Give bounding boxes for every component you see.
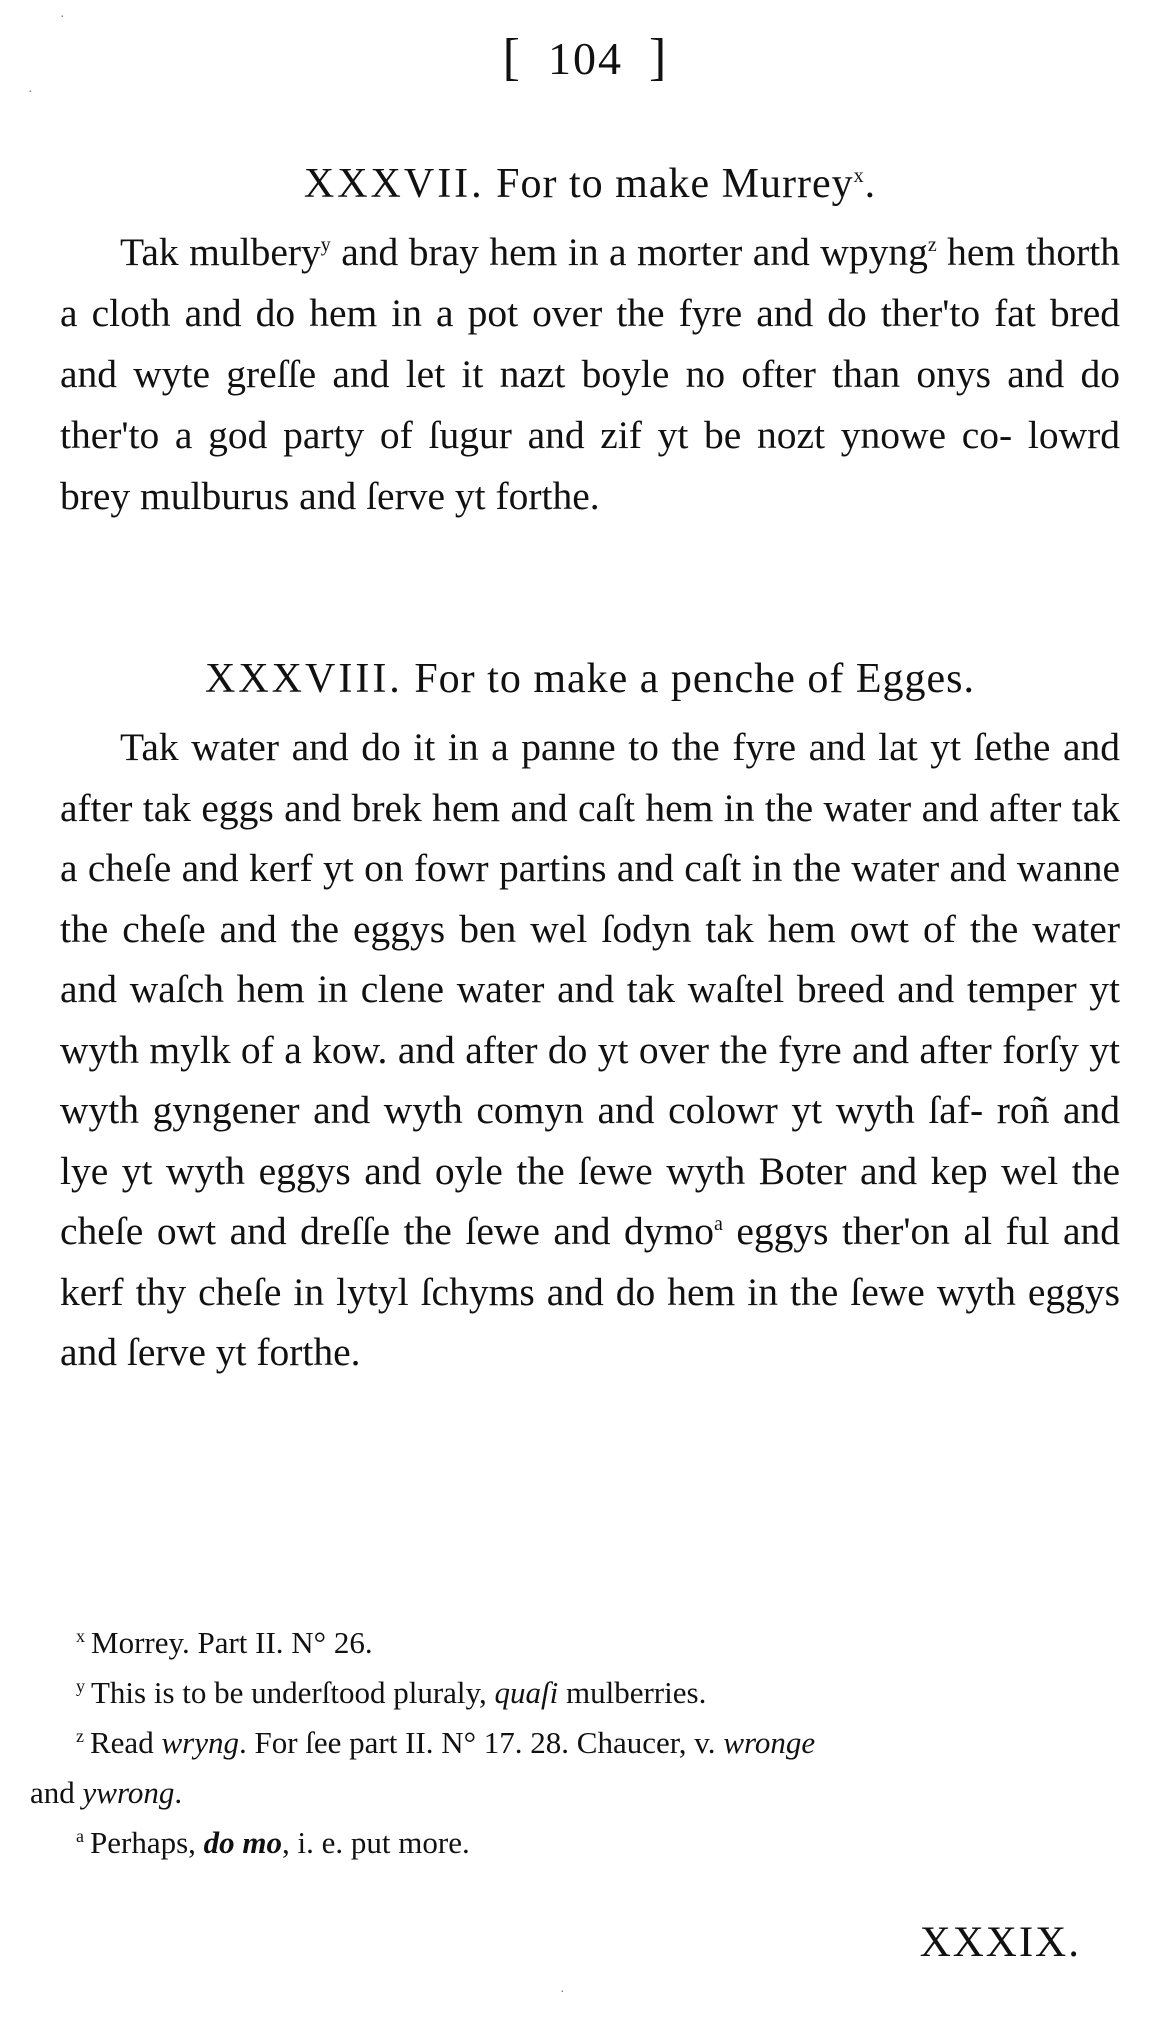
text-line: Tak mulbery: [120, 230, 321, 274]
catchword: XXXIX.: [919, 1919, 1081, 1966]
text-line: eggys and ſerve yt forthe.: [60, 1269, 1121, 1374]
footnote-a: [30, 1818, 1120, 1868]
text-line: hem thorth a cloth and do hem in a pot over: [60, 230, 1121, 335]
text-line: god party of ſugur and zif yt be nozt ynowe co-: [208, 413, 1013, 457]
text-line: Boter and kep wel the cheſe owt and dreſſe the: [60, 1148, 1120, 1253]
text-line: eggys ther'on al ful and kerf thy: [60, 1209, 1120, 1314]
text-line: waſtel breed and temper yt wyth mylk of a kow.: [60, 967, 1121, 1072]
text-line: ſewe and dymo: [465, 1209, 714, 1253]
bracket-open: [: [502, 29, 522, 86]
footnote-italic: quaſi: [494, 1675, 559, 1710]
text-line: lowrd brey mulburus and ſerve yt forthe.: [60, 413, 1120, 518]
footnote-italic: ywrong: [82, 1775, 175, 1810]
recipe-murrey: [60, 160, 1120, 527]
page-number: 104: [548, 33, 623, 84]
recipe-title: [60, 655, 1120, 703]
page-number-header: [0, 28, 1171, 87]
text-line: lat yt ſethe and after tak eggs and brek hem and caſt: [60, 725, 1121, 830]
footnote-z-continued: [30, 1768, 1120, 1818]
footnote-mark: x: [853, 165, 865, 187]
text-line: gyngener and wyth comyn and colowr yt wyth ſaf-: [152, 1088, 984, 1132]
text-line: wpyng: [820, 230, 928, 274]
footnote-text: Read: [90, 1725, 162, 1760]
bracket-close: ]: [649, 29, 669, 86]
text-line: hem in the water and after tak a cheſe and kerf yt: [60, 785, 1121, 890]
footnote-text: . For ſee part II. N° 17. 28. Chaucer, v.: [238, 1725, 724, 1760]
text-line: on fowr partins and caſt in the water and wanne: [364, 846, 1121, 890]
recipe-text: [60, 717, 1120, 1383]
text-line: the fyre and do ther'to fat bred and wyte greſſe and: [60, 291, 1121, 396]
title-period: .: [864, 161, 877, 207]
footnote-y: [30, 1668, 1120, 1718]
text-line: the cheſe and the eggys ben wel ſodyn tak hem owt: [60, 906, 909, 951]
recipe-title: [60, 160, 1120, 208]
recipe-penche-of-egges: [60, 655, 1120, 1383]
footnote-italic: wronge: [723, 1725, 816, 1760]
print-speck: ·: [28, 85, 33, 100]
text-line: cheſe in lytyl ſchyms and do hem in the ſewe wyth: [198, 1269, 1016, 1314]
footnote-text: This is to be underſtood pluraly,: [91, 1675, 495, 1710]
footnote-mark: z: [927, 233, 937, 256]
recipe-numeral: XXXVIII.: [205, 656, 403, 702]
footnote-mark: y: [320, 233, 331, 256]
recipe-text: [60, 222, 1120, 527]
footnote-mark: x: [76, 1625, 85, 1646]
text-line: of the water and waſch hem in clene water and tak: [60, 906, 1120, 1011]
text-line: roñ and lye yt wyth eggys and oyle the ſewe wyth: [60, 1088, 1121, 1193]
text-line: and bray hem in a morter and: [330, 230, 810, 274]
footnote-mark: a: [76, 1825, 84, 1846]
footnote-text: .: [174, 1775, 183, 1810]
footnote-text: mulberries.: [558, 1675, 707, 1710]
recipe-title-text: For to make a penche of Egges.: [414, 656, 975, 702]
footnote-text: and: [30, 1775, 83, 1810]
footnote-z: [30, 1718, 1120, 1768]
footnote-mark: z: [76, 1725, 84, 1746]
recipe-title-text: For to make Murrey: [496, 161, 854, 207]
footnote-text: Perhaps,: [90, 1825, 204, 1860]
footnote-x: [30, 1618, 1120, 1668]
text-line: Tak water and do it in a panne to the fyre and: [120, 725, 866, 769]
text-line: let it nazt boyle no ofter than onys and do ther'to a: [60, 352, 1120, 457]
print-speck: ·: [60, 10, 65, 25]
footnote-italic: do mo: [203, 1825, 283, 1860]
text-line: and after do yt over the fyre and after forſy yt wyth: [60, 1027, 1120, 1132]
footnote-mark: y: [76, 1675, 85, 1696]
footnote-mark: a: [713, 1212, 723, 1235]
print-speck: ·: [560, 1985, 565, 2000]
recipe-numeral: XXXVII.: [303, 161, 485, 207]
footnote-italic: wryng: [161, 1725, 239, 1760]
footnote-text: Morrey. Part II. N° 26.: [91, 1625, 373, 1660]
footnote-text: , i. e. put more.: [282, 1825, 470, 1860]
footnotes: [30, 1618, 1120, 1868]
